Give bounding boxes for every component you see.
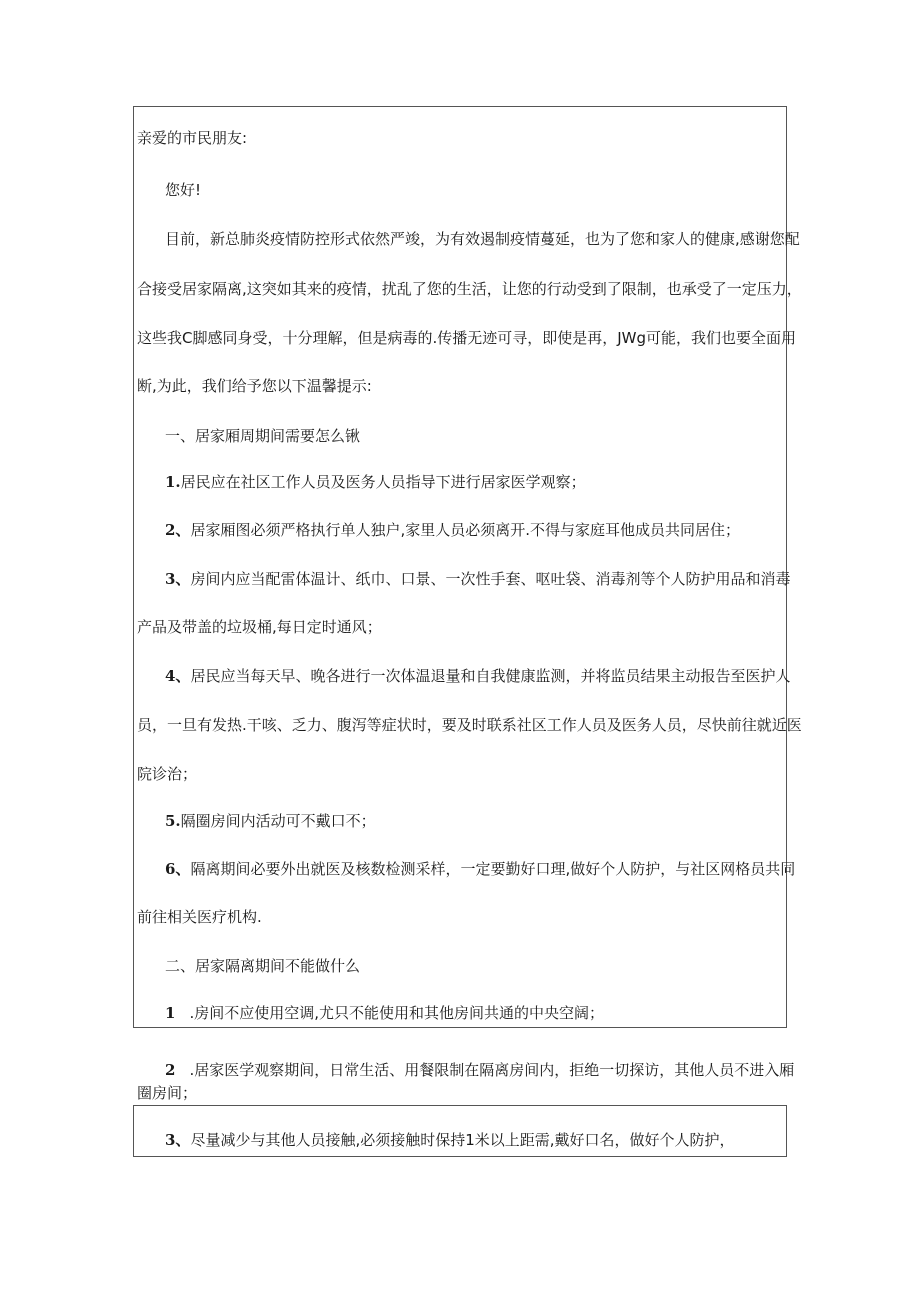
- item-number: 2: [165, 1061, 176, 1079]
- item-text-continued: 前往相关医疗机构.: [137, 908, 262, 926]
- list-item: [165, 1130, 735, 1150]
- list-item: [165, 520, 740, 540]
- list-item: [165, 569, 790, 589]
- item-text: 居家厢图必须严格执行单人独户,家里人员必须离开.不得与家庭耳他成员共同居住；: [190, 521, 740, 539]
- item-number: 1.: [165, 473, 181, 491]
- item-text: 房间内应当配雷体温计、纸巾、口景、一次性手套、呕吐袋、消毒剂等个人防护用品和消毒: [190, 570, 791, 588]
- greeting: 您好!: [165, 181, 202, 199]
- intro-line: 这些我C脚感同身受，十分理解，但是病毒的.传播无迹可寻，即使是再，JWg可能，我们也要全面用: [137, 329, 797, 347]
- item-text: 尽量减少与其他人员接触,必须接触时保持1米以上距需,戴好口名，做好个人防护，: [190, 1131, 735, 1149]
- item-number: 6、: [165, 860, 191, 878]
- item-text: 隔圈房间内活动可不戴口不；: [180, 812, 376, 830]
- item-text-continued: 产品及带盖的垃圾桶,每日定时通风；: [137, 618, 382, 636]
- intro-line: 合接受居家隔离,这突如其来的疫情，扰乱了您的生活，让您的行动受到了限制，也承受了一定压力，: [137, 280, 802, 298]
- item-text: .居家医学观察期间，日常生活、用餐限制在隔离房间内，拒绝一切探访，其他人员不进入厢: [189, 1061, 795, 1079]
- item-number: 3、: [165, 570, 191, 588]
- list-item: [165, 811, 376, 831]
- item-text-continued: 院诊治；: [137, 765, 198, 783]
- item-text: 居民应在社区工作人员及医务人员指导下进行居家医学观察；: [180, 473, 586, 491]
- item-number: 4、: [165, 667, 191, 685]
- list-item: [165, 1060, 794, 1080]
- section1-heading: 一、居家厢周期间需要怎么锹: [165, 427, 361, 445]
- item-text: .房间不应使用空调,尤只不能使用和其他房间共通的中央空阔；: [189, 1004, 604, 1022]
- item-text: 居民应当每天早、晚各进行一次体温退量和自我健康监测，并将监员结果主动报告至医护人: [190, 667, 791, 685]
- salutation: 亲爱的市民朋友:: [137, 129, 248, 147]
- item-number: 3、: [165, 1131, 191, 1149]
- intro-line: 目前，新总肺炎疫情防控形式依然严竣，为有效遏制疫情蔓延，也为了您和家人的健康,感谢您配: [165, 230, 800, 248]
- list-item: [165, 666, 790, 686]
- item-number: 2、: [165, 521, 191, 539]
- list-item: [165, 859, 795, 879]
- item-number: 5.: [165, 812, 181, 830]
- item-text-continued: 圈房间；: [137, 1084, 198, 1102]
- section2-heading: 二、居家隔离期间不能做什么: [165, 957, 361, 975]
- item-text-continued: 员，一旦有发热.干咳、乏力、腹泻等症状时，要及时联系社区工作人员及医务人员，尽快前往就近医: [137, 716, 802, 734]
- intro-line: 断,为此，我们给予您以下温馨提示:: [137, 377, 372, 395]
- item-number: 1: [165, 1004, 176, 1022]
- list-item: [165, 1003, 604, 1023]
- list-item: [165, 472, 586, 492]
- item-text: 隔离期间必要外出就医及核数检测采样，一定要勤好口理,做好个人防护，与社区网格员共同: [190, 860, 796, 878]
